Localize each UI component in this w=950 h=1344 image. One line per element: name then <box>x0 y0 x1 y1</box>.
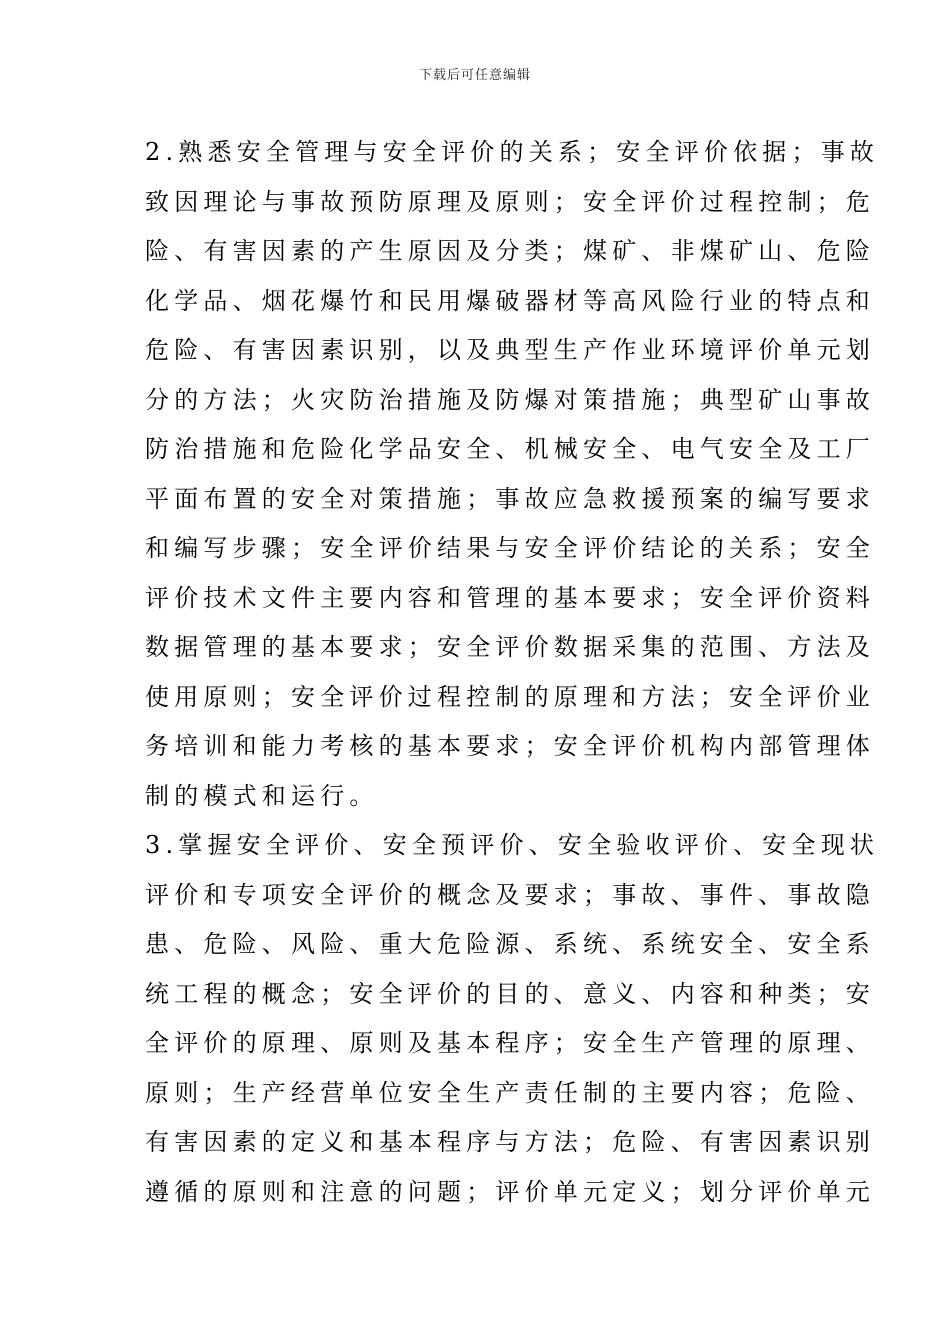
text-line: 3.掌握安全评价、安全预评价、安全验收评价、安全现状 <box>145 831 880 859</box>
page-header: 下载后可任意编辑 <box>418 68 531 83</box>
document-body <box>145 128 880 1217</box>
text-line: 分的方法；火灾防治措施及防爆对策措施；典型矿山事故 <box>145 385 875 414</box>
text-line: 评价技术文件主要内容和管理的基本要求；安全评价资料 <box>145 583 875 612</box>
text-line: 平面布置的安全对策措施；事故应急救援预案的编写要求 <box>145 484 875 513</box>
paragraph-item-3 <box>145 821 880 1217</box>
text-line: 遵循的原则和注意的问题；评价单元定义；划分评价单元 <box>145 1177 875 1206</box>
text-line: 数据管理的基本要求；安全评价数据采集的范围、方法及 <box>145 633 875 661</box>
text-line: 原则；生产经营单位安全生产责任制的主要内容；危险、 <box>145 1078 875 1107</box>
text-line: 务培训和能力考核的基本要求；安全评价机构内部管理体 <box>145 732 875 760</box>
text-line: 有害因素的定义和基本程序与方法；危险、有害因素识别 <box>145 1128 875 1156</box>
text-line: 全评价的原理、原则及基本程序；安全生产管理的原理、 <box>145 1029 875 1057</box>
text-line: 险、有害因素的产生原因及分类；煤矿、非煤矿山、危险 <box>145 237 875 265</box>
text-line: 和编写步骤；安全评价结果与安全评价结论的关系；安全 <box>145 534 875 562</box>
text-line: 化学品、烟花爆竹和民用爆破器材等高风险行业的特点和 <box>145 286 875 315</box>
text-line: 统工程的概念；安全评价的目的、意义、内容和种类；安 <box>145 979 875 1008</box>
text-line: 患、危险、风险、重大危险源、系统、系统安全、安全系 <box>145 930 875 958</box>
paragraph-item-2 <box>145 128 880 821</box>
text-line: 2.熟悉安全管理与安全评价的关系；安全评价依据；事故 <box>145 138 880 166</box>
text-line: 评价和专项安全评价的概念及要求；事故、事件、事故隐 <box>145 880 875 909</box>
text-line: 制的模式和运行。 <box>145 781 379 810</box>
text-line: 使用原则；安全评价过程控制的原理和方法；安全评价业 <box>145 682 875 711</box>
text-line: 致因理论与事故预防原理及原则；安全评价过程控制；危 <box>145 187 875 216</box>
text-line: 防治措施和危险化学品安全、机械安全、电气安全及工厂 <box>145 435 875 463</box>
text-line: 危险、有害因素识别，以及典型生产作业环境评价单元划 <box>145 336 875 364</box>
